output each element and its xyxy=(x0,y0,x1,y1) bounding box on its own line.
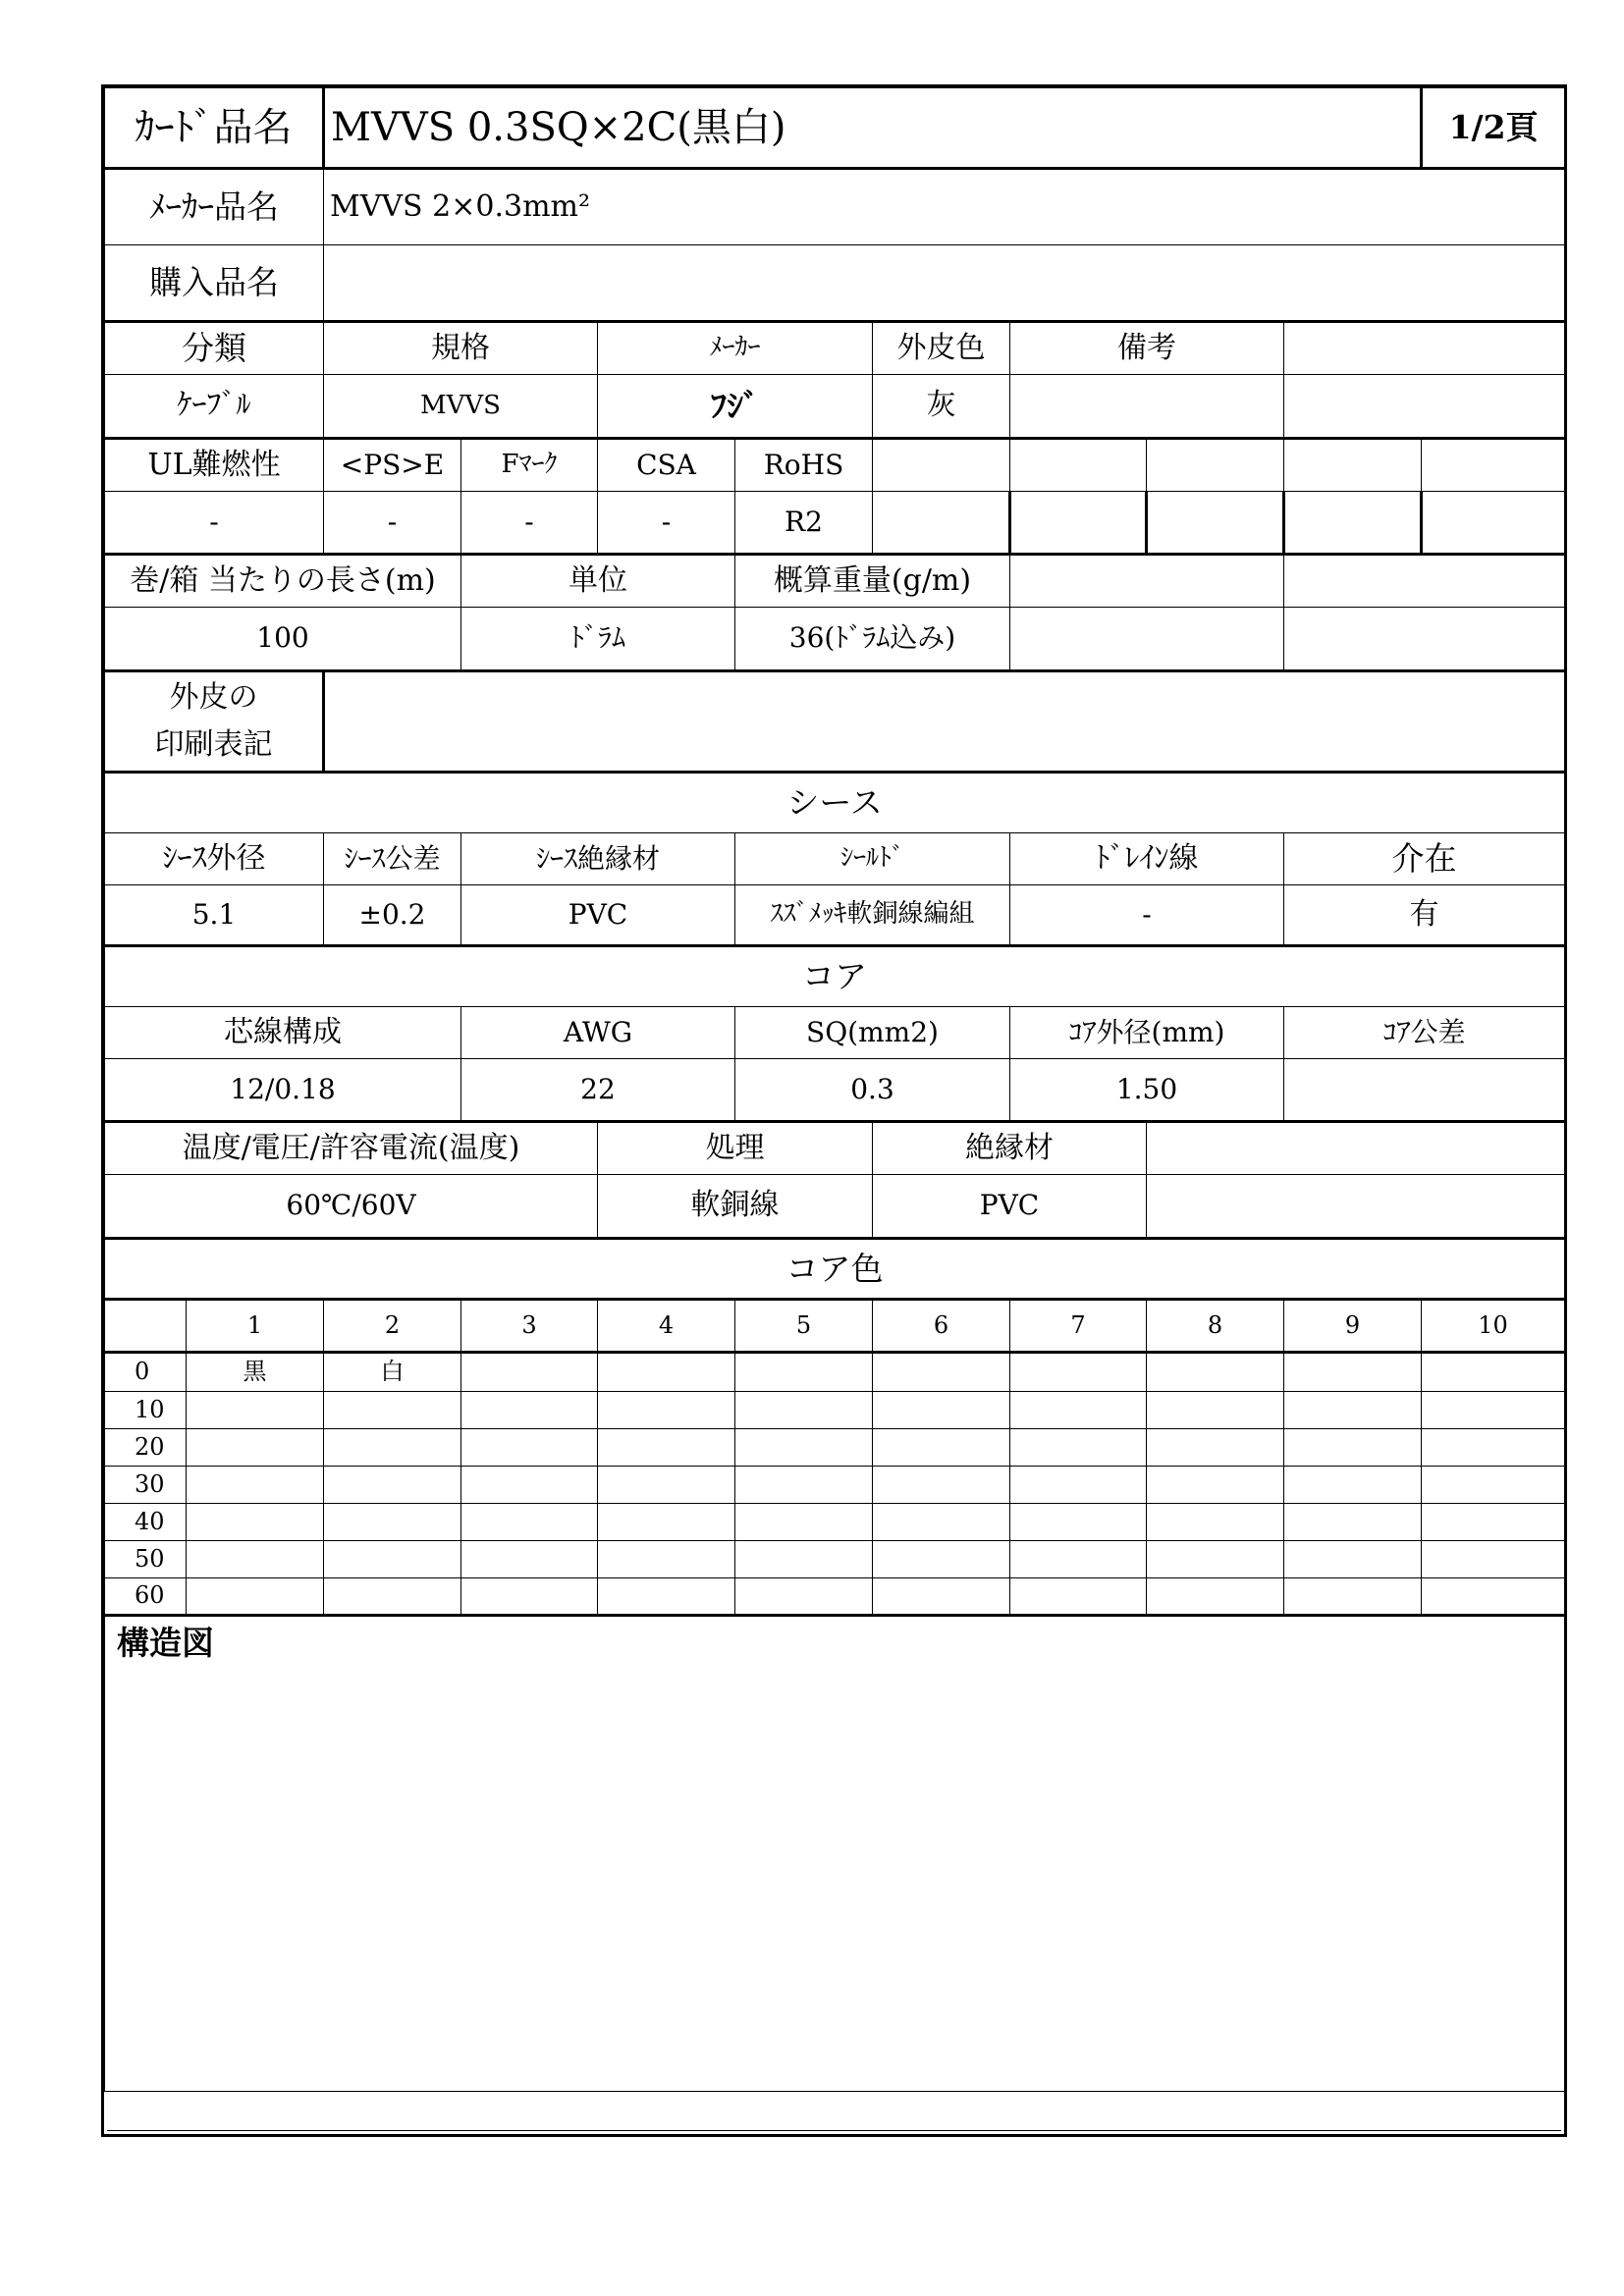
cert-extra-value-4 xyxy=(1284,492,1422,555)
core-color-cell xyxy=(324,1504,461,1541)
core-color-cell xyxy=(1284,1429,1422,1467)
core-color-cell xyxy=(1422,1392,1565,1429)
sheath-od-value: 5.1 xyxy=(105,885,324,946)
standard-value: MVVS xyxy=(324,375,598,439)
core-color-cell xyxy=(1422,1578,1565,1616)
classification-extra-value xyxy=(1284,375,1565,439)
core-tolerance-header: ｺｱ公差 xyxy=(1284,1007,1565,1059)
treatment-value: 軟銅線 xyxy=(598,1175,873,1239)
core-color-cell xyxy=(1010,1429,1147,1467)
f-mark-header: Fﾏｰｸ xyxy=(461,439,598,492)
core-color-cell xyxy=(735,1353,873,1392)
core-color-cell xyxy=(1010,1504,1147,1541)
awg-value: 22 xyxy=(461,1059,735,1122)
cert-extra-value-1 xyxy=(873,492,1010,555)
core-color-row xyxy=(105,1353,1565,1392)
insulation-value: PVC xyxy=(873,1175,1147,1239)
core-color-cell xyxy=(324,1578,461,1616)
cert-extra-header-1 xyxy=(873,439,1010,492)
core-color-cell xyxy=(1147,1504,1284,1541)
core-color-col-header: 9 xyxy=(1284,1300,1422,1353)
weight-value: 36(ﾄﾞﾗﾑ込み) xyxy=(735,608,1010,671)
core-color-cell xyxy=(1422,1429,1565,1467)
f-mark-value: - xyxy=(461,492,598,555)
core-color-cell xyxy=(187,1429,324,1467)
maker-name-label: ﾒｰｶｰ品名 xyxy=(105,169,324,245)
purchase-name-value xyxy=(324,245,1565,322)
core-color-cell xyxy=(324,1541,461,1578)
core-color-cell xyxy=(324,1467,461,1504)
core-color-header-row xyxy=(105,1300,1565,1353)
core-color-cell xyxy=(1147,1578,1284,1616)
sq-value: 0.3 xyxy=(735,1059,1010,1122)
core-color-cell xyxy=(187,1467,324,1504)
core-color-cell xyxy=(187,1504,324,1541)
core-color-cell xyxy=(735,1541,873,1578)
classification-extra-header xyxy=(1284,322,1565,375)
core-color-cell xyxy=(1147,1467,1284,1504)
jacket-color-header: 外皮色 xyxy=(873,322,1010,375)
sheath-od-header: ｼｰｽ外径 xyxy=(105,833,324,885)
sheath-tolerance-value: ±0.2 xyxy=(324,885,461,946)
core-color-row-index: 10 xyxy=(105,1392,187,1429)
rohs-value: R2 xyxy=(735,492,873,555)
core-color-cell xyxy=(873,1578,1010,1616)
core-color-cell xyxy=(461,1541,598,1578)
rating-value: 60℃/60V xyxy=(105,1175,598,1239)
ul-flame-header: UL難燃性 xyxy=(105,439,324,492)
core-color-cell xyxy=(1422,1541,1565,1578)
core-color-row-index: 30 xyxy=(105,1467,187,1504)
core-color-row xyxy=(105,1578,1565,1616)
unit-value: ﾄﾞﾗﾑ xyxy=(461,608,735,671)
core-color-corner xyxy=(105,1300,187,1353)
print-marking-label-line2: 印刷表記 xyxy=(154,727,273,762)
maker-header: ﾒｰｶｰ xyxy=(598,322,873,375)
core-color-cell xyxy=(461,1467,598,1504)
card-name-value: MVVS 0.3SQ×2C(黒白) xyxy=(324,88,1422,169)
core-color-col-header: 5 xyxy=(735,1300,873,1353)
print-marking-value xyxy=(324,671,1565,773)
pse-header: <PS>E xyxy=(324,439,461,492)
standard-header: 規格 xyxy=(324,322,598,375)
core-color-cell xyxy=(598,1467,735,1504)
packaging-extra-value-1 xyxy=(1010,608,1284,671)
print-marking-label-line1: 外皮の xyxy=(169,680,258,715)
classification-header: 分類 xyxy=(105,322,324,375)
core-color-row xyxy=(105,1504,1565,1541)
core-color-col-header: 10 xyxy=(1422,1300,1565,1353)
core-color-cell xyxy=(1284,1578,1422,1616)
drain-wire-value: - xyxy=(1010,885,1284,946)
sheath-tolerance-header: ｼｰｽ公差 xyxy=(324,833,461,885)
core-color-cell xyxy=(1284,1392,1422,1429)
cert-extra-value-5 xyxy=(1422,492,1565,555)
remarks-value xyxy=(1010,375,1284,439)
core-color-cell xyxy=(1147,1541,1284,1578)
core-color-cell xyxy=(187,1392,324,1429)
core-color-cell xyxy=(324,1392,461,1429)
print-marking-label xyxy=(105,671,324,773)
rating-header: 温度/電圧/許容電流(温度) xyxy=(105,1122,598,1175)
core-color-cell xyxy=(1422,1504,1565,1541)
core-color-cell xyxy=(1147,1392,1284,1429)
core-color-rows xyxy=(105,1353,1565,1616)
core-color-cell xyxy=(1147,1353,1284,1392)
cert-extra-value-3 xyxy=(1147,492,1284,555)
core-color-row-index: 20 xyxy=(105,1429,187,1467)
awg-header: AWG xyxy=(461,1007,735,1059)
core-color-cell xyxy=(1422,1353,1565,1392)
core-color-cell xyxy=(735,1429,873,1467)
shield-value: ｽｽﾞﾒｯｷ軟銅線編組 xyxy=(735,885,1010,946)
drain-wire-header: ﾄﾞﾚｲﾝ線 xyxy=(1010,833,1284,885)
core-color-cell xyxy=(735,1504,873,1541)
sheath-section-title: シース xyxy=(105,773,1565,833)
insulation-header: 絶縁材 xyxy=(873,1122,1147,1175)
page-number: 1/2頁 xyxy=(1422,88,1565,169)
core-color-cell xyxy=(873,1392,1010,1429)
length-per-reel-header: 巻/箱 当たりの長さ(m) xyxy=(105,555,461,608)
ul-flame-value: - xyxy=(105,492,324,555)
core-color-col-header: 7 xyxy=(1010,1300,1147,1353)
cert-extra-header-5 xyxy=(1422,439,1565,492)
maker-value: ﾌｼﾞ xyxy=(598,375,873,439)
core-color-cell xyxy=(873,1353,1010,1392)
core-color-row-index: 0 xyxy=(105,1353,187,1392)
core-color-cell xyxy=(1010,1392,1147,1429)
core-color-cell xyxy=(1284,1541,1422,1578)
core-color-cell xyxy=(1284,1353,1422,1392)
core-color-cell xyxy=(1284,1467,1422,1504)
cert-extra-header-4 xyxy=(1284,439,1422,492)
core-color-cell xyxy=(461,1578,598,1616)
core-color-cell xyxy=(873,1429,1010,1467)
rohs-header: RoHS xyxy=(735,439,873,492)
packaging-extra-header-1 xyxy=(1010,555,1284,608)
core-color-cell xyxy=(1284,1504,1422,1541)
core-color-cell xyxy=(735,1392,873,1429)
core-color-col-header: 4 xyxy=(598,1300,735,1353)
csa-header: CSA xyxy=(598,439,735,492)
core-color-cell xyxy=(461,1429,598,1467)
conductor-construction-value: 12/0.18 xyxy=(105,1059,461,1122)
shield-header: ｼｰﾙﾄﾞ xyxy=(735,833,1010,885)
core-color-cell xyxy=(1010,1541,1147,1578)
core-color-cell xyxy=(461,1392,598,1429)
core-color-cell xyxy=(1147,1429,1284,1467)
filler-header: 介在 xyxy=(1284,833,1565,885)
core-color-cell xyxy=(873,1541,1010,1578)
treatment-header: 処理 xyxy=(598,1122,873,1175)
core-extra-value xyxy=(1147,1175,1565,1239)
spec-table xyxy=(104,87,1565,2092)
core-color-section-title: コア色 xyxy=(105,1239,1565,1300)
card-name-label: ｶｰﾄﾞ品名 xyxy=(105,88,324,169)
weight-header: 概算重量(g/m) xyxy=(735,555,1010,608)
filler-value: 有 xyxy=(1284,885,1565,946)
core-color-col-header: 8 xyxy=(1147,1300,1284,1353)
conductor-construction-header: 芯線構成 xyxy=(105,1007,461,1059)
core-color-cell xyxy=(324,1429,461,1467)
core-color-cell: 黒 xyxy=(187,1353,324,1392)
core-od-header: ｺｱ外径(mm) xyxy=(1010,1007,1284,1059)
cert-extra-value-2 xyxy=(1010,492,1147,555)
spec-card xyxy=(101,84,1567,2137)
core-color-row xyxy=(105,1429,1565,1467)
csa-value: - xyxy=(598,492,735,555)
core-extra-header xyxy=(1147,1122,1565,1175)
maker-name-value: MVVS 2×0.3mm² xyxy=(324,169,1565,245)
core-color-cell xyxy=(873,1467,1010,1504)
core-color-row-index: 60 xyxy=(105,1578,187,1616)
core-color-cell xyxy=(598,1392,735,1429)
cert-extra-header-3 xyxy=(1147,439,1284,492)
core-color-row-index: 50 xyxy=(105,1541,187,1578)
core-color-cell xyxy=(187,1541,324,1578)
core-color-cell xyxy=(735,1467,873,1504)
core-color-row xyxy=(105,1467,1565,1504)
sq-header: SQ(mm2) xyxy=(735,1007,1010,1059)
core-color-col-header: 6 xyxy=(873,1300,1010,1353)
core-color-col-header: 1 xyxy=(187,1300,324,1353)
remarks-header: 備考 xyxy=(1010,322,1284,375)
sheath-insulation-header: ｼｰｽ絶縁材 xyxy=(461,833,735,885)
cert-extra-header-2 xyxy=(1010,439,1147,492)
core-color-row-index: 40 xyxy=(105,1504,187,1541)
core-color-cell xyxy=(598,1541,735,1578)
core-color-col-header: 2 xyxy=(324,1300,461,1353)
core-color-cell xyxy=(1010,1467,1147,1504)
core-color-row xyxy=(105,1392,1565,1429)
core-color-cell xyxy=(1422,1467,1565,1504)
core-color-cell xyxy=(598,1504,735,1541)
core-color-col-header: 3 xyxy=(461,1300,598,1353)
core-color-cell xyxy=(187,1578,324,1616)
core-od-value: 1.50 xyxy=(1010,1059,1284,1122)
core-color-cell xyxy=(598,1578,735,1616)
packaging-extra-value-2 xyxy=(1284,608,1565,671)
classification-value: ｹｰﾌﾞﾙ xyxy=(105,375,324,439)
core-color-cell xyxy=(598,1353,735,1392)
core-color-row xyxy=(105,1541,1565,1578)
structure-diagram-label: 構造図 xyxy=(117,1624,214,1662)
packaging-extra-header-2 xyxy=(1284,555,1565,608)
core-color-cell xyxy=(1010,1353,1147,1392)
purchase-name-label: 購入品名 xyxy=(105,245,324,322)
length-per-reel-value: 100 xyxy=(105,608,461,671)
core-color-cell xyxy=(461,1353,598,1392)
core-section-title: コア xyxy=(105,946,1565,1007)
core-color-cell xyxy=(873,1504,1010,1541)
core-tolerance-value xyxy=(1284,1059,1565,1122)
unit-header: 単位 xyxy=(461,555,735,608)
core-color-cell: 白 xyxy=(324,1353,461,1392)
core-color-cell xyxy=(735,1578,873,1616)
pse-value: - xyxy=(324,492,461,555)
core-color-cell xyxy=(1010,1578,1147,1616)
core-color-cell xyxy=(598,1429,735,1467)
jacket-color-value: 灰 xyxy=(873,375,1010,439)
structure-diagram-area xyxy=(105,1616,1565,2092)
sheath-insulation-value: PVC xyxy=(461,885,735,946)
core-color-cell xyxy=(461,1504,598,1541)
